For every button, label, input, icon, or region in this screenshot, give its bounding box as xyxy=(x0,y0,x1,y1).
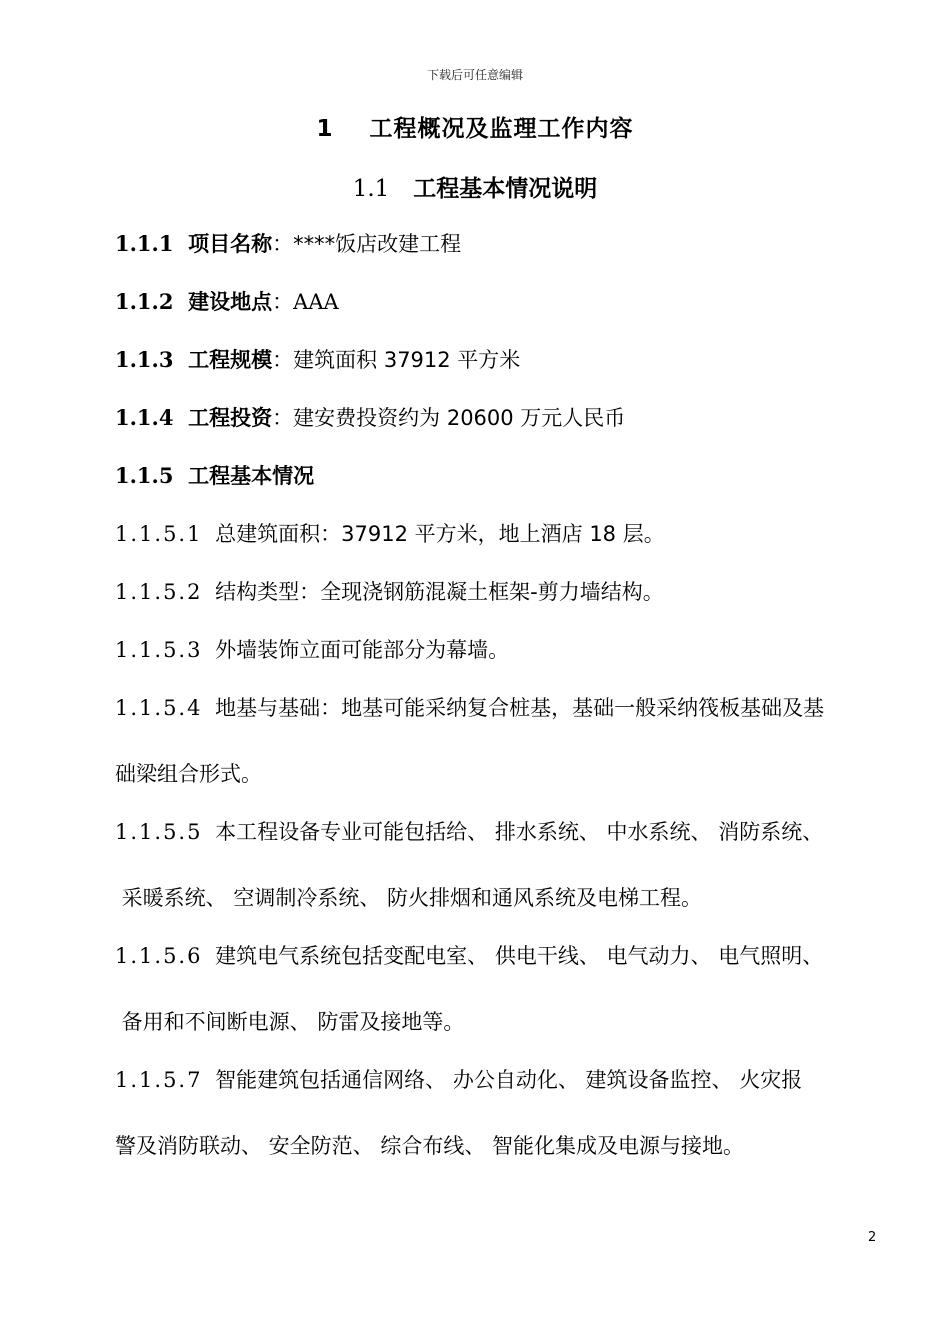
item-number: 1.1.4 xyxy=(115,405,174,430)
subitem-text: 建筑电气系统包括变配电室、 供电干线、 电气动力、 电气照明、 xyxy=(215,944,824,968)
subitem-total-area xyxy=(115,518,905,548)
section-title: 工程基本情况说明 xyxy=(413,176,598,202)
item-number: 1.1.5 xyxy=(115,463,174,488)
subitem-number: 1.1.5.4 xyxy=(115,696,203,720)
subitem-intelligent-cont xyxy=(115,1130,905,1160)
subitem-electrical xyxy=(115,940,905,970)
item-label: 工程投资 xyxy=(188,406,273,430)
subitem-text: 采暖系统、 空调制冷系统、 防火排烟和通风系统及电梯工程。 xyxy=(115,886,703,910)
subitem-number: 1.1.5.2 xyxy=(115,580,203,604)
item-project-name: 1.1.1 项目名称：****饭店改建工程 xyxy=(115,231,462,256)
subitem-text: 总建筑面积：37912 平方米，地上酒店 18 层。 xyxy=(215,522,665,546)
subitem-text: 警及消防联动、 安全防范、 综合布线、 智能化集成及电源与接地。 xyxy=(115,1134,745,1158)
subitem-number: 1.1.5.6 xyxy=(115,944,203,968)
subitem-foundation xyxy=(115,692,905,722)
subitem-text: 地基与基础：地基可能采纳复合桩基，基础一般采纳筏板基础及基 xyxy=(215,696,825,720)
page-number: 2 xyxy=(868,1230,877,1245)
subitem-number: 1.1.5.1 xyxy=(115,522,203,546)
subitem-text: 智能建筑包括通信网络、 办公自动化、 建筑设备监控、 火灾报 xyxy=(215,1068,803,1092)
item-basic-situation xyxy=(115,460,905,490)
item-label: 工程基本情况 xyxy=(188,464,315,488)
subitem-intelligent xyxy=(115,1064,905,1094)
subitem-text: 础梁组合形式。 xyxy=(115,762,262,786)
section-heading xyxy=(0,170,950,203)
subitem-equipment xyxy=(115,816,905,846)
subitem-number: 1.1.5.5 xyxy=(115,820,203,844)
page-header: 下载后可任意编辑 xyxy=(426,68,523,82)
chapter-number: 1 xyxy=(316,116,334,142)
subitem-structure-type xyxy=(115,576,905,606)
item-label: 工程规模 xyxy=(188,348,273,372)
item-project-investment: 1.1.4 工程投资：建安费投资约为 20600 万元人民币 xyxy=(115,405,626,430)
item-number: 1.1.2 xyxy=(115,289,174,314)
subitem-electrical-cont xyxy=(115,1006,905,1036)
item-value: 建安费投资约为 20600 万元人民币 xyxy=(293,406,626,430)
subitem-number: 1.1.5.3 xyxy=(115,638,203,662)
item-value: ****饭店改建工程 xyxy=(293,232,462,256)
item-construction-site: 1.1.2 建设地点：AAA xyxy=(115,289,339,314)
item-number: 1.1.3 xyxy=(115,347,174,372)
subitem-facade xyxy=(115,634,905,664)
item-label: 建设地点 xyxy=(188,290,273,314)
item-project-scale: 1.1.3 工程规模：建筑面积 37912 平方米 xyxy=(115,347,521,372)
subitem-foundation-cont xyxy=(115,758,905,788)
chapter-title: 工程概况及监理工作内容 xyxy=(369,116,634,142)
subitem-text: 结构类型：全现浇钢筋混凝土框架-剪力墙结构。 xyxy=(215,580,664,604)
subitem-text: 本工程设备专业可能包括给、 排水系统、 中水系统、 消防系统、 xyxy=(215,820,824,844)
item-label: 项目名称 xyxy=(188,232,273,256)
section-number: 1.1 xyxy=(352,176,390,202)
subitem-text: 备用和不间断电源、 防雷及接地等。 xyxy=(115,1010,465,1034)
chapter-heading xyxy=(0,110,950,143)
subitem-text: 外墙装饰立面可能部分为幕墙。 xyxy=(215,638,510,662)
item-value: AAA xyxy=(293,290,339,314)
subitem-number: 1.1.5.7 xyxy=(115,1068,203,1092)
subitem-equipment-cont xyxy=(115,882,905,912)
item-value: 建筑面积 37912 平方米 xyxy=(293,348,521,372)
item-number: 1.1.1 xyxy=(115,231,174,256)
